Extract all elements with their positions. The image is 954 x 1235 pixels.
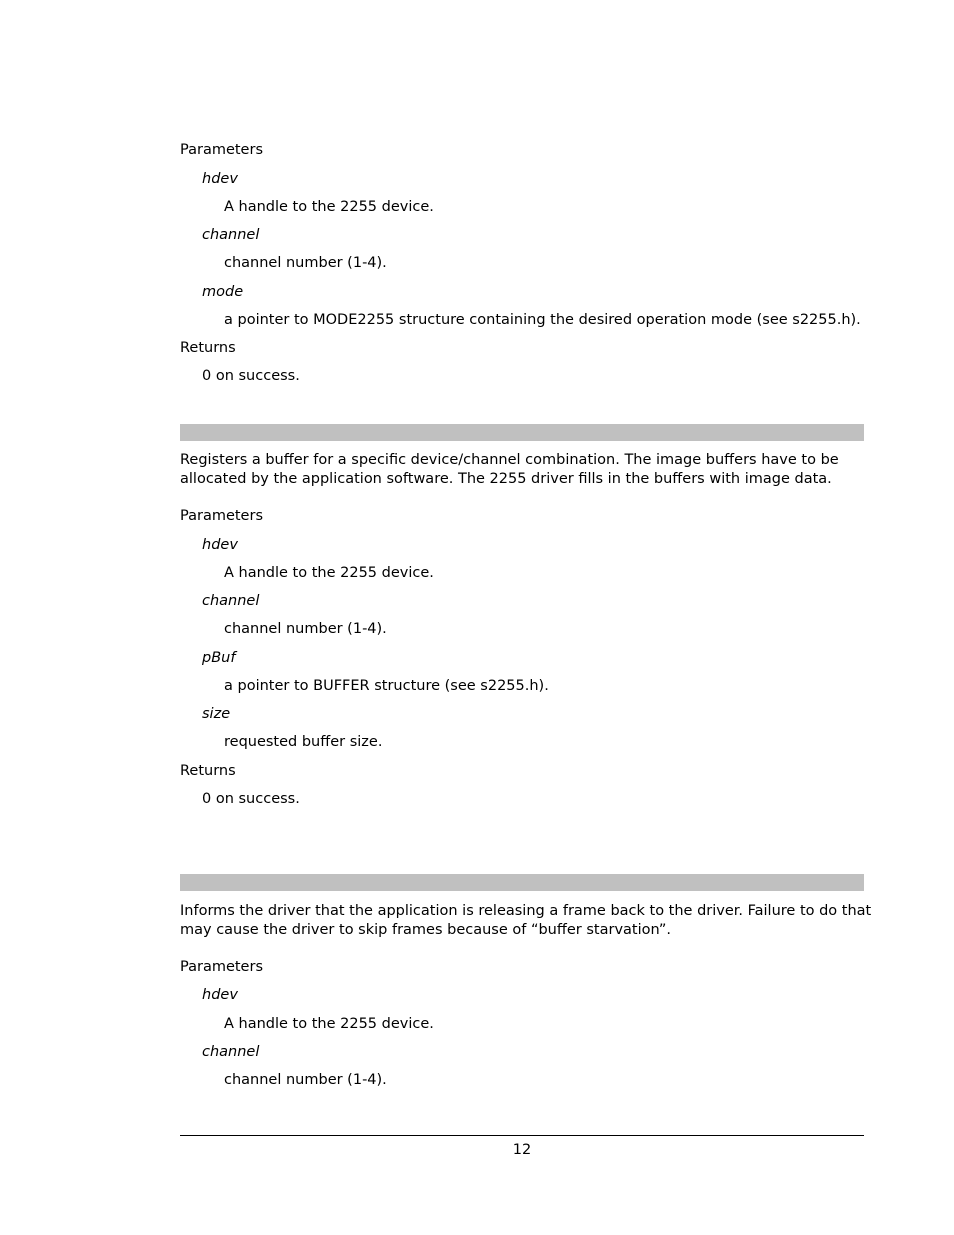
param-desc-size: requested buffer size.	[224, 734, 383, 750]
returns-value: 0 on success.	[202, 368, 300, 384]
param-name-hdev: hdev	[202, 537, 238, 553]
parameters-heading: Parameters	[180, 142, 263, 158]
page-number: 12	[512, 1142, 532, 1158]
param-desc-pbuf: a pointer to BUFFER structure (see s2255.h).	[224, 678, 549, 694]
param-name-channel: channel	[202, 1044, 260, 1060]
param-name-size: size	[202, 706, 231, 722]
param-name-channel: channel	[202, 227, 260, 243]
section-header-bar	[180, 874, 864, 891]
param-desc-channel: channel number (1-4).	[224, 255, 387, 271]
section-description-line: may cause the driver to skip frames because of “buffer starvation”.	[180, 922, 672, 938]
returns-heading: Returns	[180, 340, 236, 356]
parameters-heading: Parameters	[180, 959, 263, 975]
section-header-bar	[180, 424, 864, 441]
parameters-heading: Parameters	[180, 508, 263, 524]
section-description-line: Registers a buffer for a specific device/channel combination. The image buffers have to be	[180, 452, 839, 468]
section-description-line: allocated by the application software. The 2255 driver fills in the buffers with image data.	[180, 471, 832, 487]
param-desc-hdev: A handle to the 2255 device.	[224, 1016, 434, 1032]
param-desc-hdev: A handle to the 2255 device.	[224, 199, 434, 215]
param-desc-channel: channel number (1-4).	[224, 1072, 387, 1088]
param-name-mode: mode	[202, 284, 244, 300]
param-desc-mode: a pointer to MODE2255 structure containing the desired operation mode (see s2255.h).	[224, 312, 861, 328]
returns-value: 0 on success.	[202, 791, 300, 807]
param-name-pbuf: pBuf	[202, 650, 236, 666]
returns-heading: Returns	[180, 763, 236, 779]
param-desc-channel: channel number (1-4).	[224, 621, 387, 637]
param-name-hdev: hdev	[202, 987, 238, 1003]
section-description-line: Informs the driver that the application is releasing a frame back to the driver. Failure to do that	[180, 903, 872, 919]
param-desc-hdev: A handle to the 2255 device.	[224, 565, 434, 581]
footer-rule	[180, 1135, 864, 1136]
param-name-channel: channel	[202, 593, 260, 609]
param-name-hdev: hdev	[202, 171, 238, 187]
